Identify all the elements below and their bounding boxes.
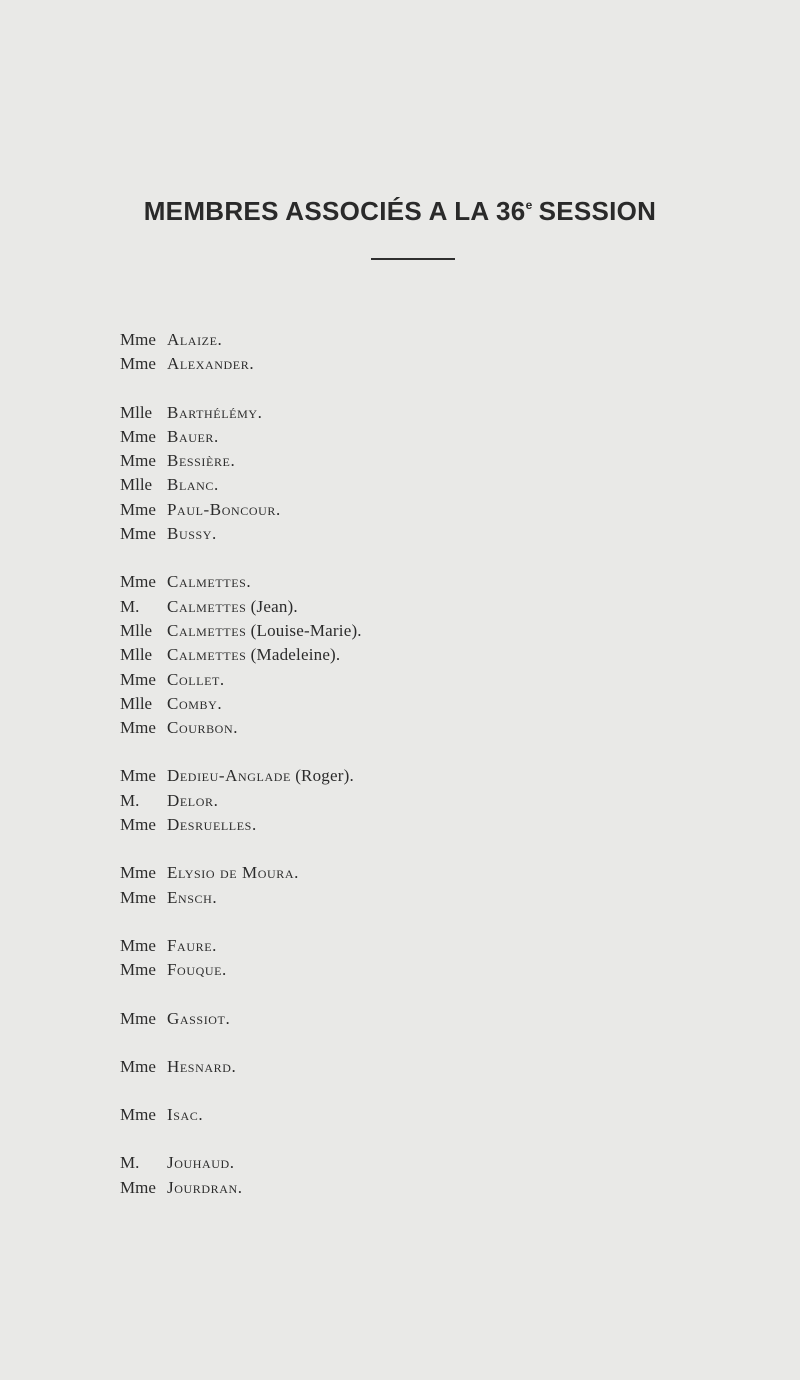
member-name: Hesnard. — [167, 1056, 237, 1076]
member-name: Alaize. — [167, 330, 223, 349]
member-entry — [120, 861, 760, 885]
member-entry — [120, 352, 760, 376]
member-name: Isac. — [167, 1105, 204, 1125]
member-honorific: Mme — [120, 451, 156, 471]
member-honorific: Mme — [120, 887, 156, 907]
member-name: Gassiot. — [167, 1008, 231, 1028]
member-list — [120, 328, 760, 1224]
member-name: Calmettes — [167, 596, 247, 616]
member-honorific: Mme — [120, 426, 156, 446]
member-honorific: Mme — [120, 766, 156, 786]
member-given-name: (Madeleine). — [250, 645, 341, 665]
member-honorific: Mme — [120, 499, 156, 519]
member-entry — [120, 934, 760, 958]
member-name: Desruelles. — [167, 815, 257, 835]
member-entry — [120, 886, 760, 910]
member-honorific: Mme — [120, 330, 156, 349]
member-entry — [120, 958, 760, 982]
member-honorific: Mme — [120, 935, 156, 955]
member-name: Calmettes. — [167, 572, 252, 592]
member-honorific: Mlle — [120, 402, 153, 422]
title-tail: SESSION — [538, 196, 657, 226]
member-entry — [120, 643, 760, 667]
member-entry — [120, 449, 760, 473]
member-name: Ensch. — [167, 887, 218, 907]
member-name: Bessière. — [167, 451, 236, 471]
member-name: Alexander. — [167, 354, 255, 374]
title-rule — [371, 258, 455, 260]
member-honorific: Mme — [120, 960, 156, 980]
member-group — [120, 1151, 760, 1200]
member-honorific: Mme — [120, 1177, 156, 1197]
member-name: Paul-Boncour. — [167, 499, 281, 519]
member-entry — [120, 789, 760, 813]
member-honorific: Mme — [120, 1105, 156, 1125]
member-name: Blanc. — [167, 475, 219, 495]
member-name: Fouque. — [167, 960, 227, 980]
member-entry — [120, 1176, 760, 1200]
member-entry — [120, 328, 760, 352]
member-name: Faure. — [167, 935, 217, 955]
member-honorific: Mme — [120, 572, 156, 592]
member-group — [120, 1007, 760, 1031]
member-name: Collet. — [167, 669, 225, 689]
member-name: Calmettes — [167, 645, 247, 665]
member-entry — [120, 716, 760, 740]
member-name: Jouhaud. — [167, 1153, 235, 1173]
member-honorific: M. — [120, 1153, 140, 1173]
member-honorific: Mme — [120, 1056, 156, 1076]
title-main: MEMBRES ASSOCIÉS A LA 36 — [143, 196, 526, 226]
member-name: Jourdran. — [167, 1177, 243, 1197]
member-given-name: (Louise-Marie). — [250, 620, 362, 640]
member-honorific: Mlle — [120, 620, 153, 640]
member-entry — [120, 595, 760, 619]
member-name: Bussy. — [167, 524, 217, 544]
member-honorific: Mme — [120, 718, 156, 738]
member-given-name: (Jean). — [250, 596, 298, 616]
member-entry — [120, 1007, 760, 1031]
member-honorific: Mme — [120, 354, 156, 374]
member-honorific: Mme — [120, 524, 156, 544]
member-honorific: Mme — [120, 1008, 156, 1028]
member-entry — [120, 522, 760, 546]
member-name: Delor. — [167, 790, 219, 810]
member-honorific: Mlle — [120, 645, 153, 665]
member-honorific: Mlle — [120, 475, 153, 495]
member-name: Bauer. — [167, 426, 219, 446]
member-entry — [120, 1151, 760, 1175]
member-entry — [120, 764, 760, 788]
member-entry — [120, 1103, 760, 1127]
member-name: Barthélémy. — [167, 402, 263, 422]
member-entry — [120, 692, 760, 716]
member-entry — [120, 473, 760, 497]
title-superscript: e — [525, 198, 533, 212]
member-group — [120, 401, 760, 547]
page-title — [0, 196, 800, 227]
member-entry — [120, 401, 760, 425]
member-entry — [120, 570, 760, 594]
member-group — [120, 1055, 760, 1079]
member-entry — [120, 498, 760, 522]
member-honorific: M. — [120, 596, 140, 616]
member-honorific: Mme — [120, 669, 156, 689]
member-group — [120, 861, 760, 910]
member-honorific: Mme — [120, 863, 156, 883]
member-name: Courbon. — [167, 718, 239, 738]
member-name: Calmettes — [167, 620, 247, 640]
member-group — [120, 1103, 760, 1127]
member-name: Dedieu-Anglade — [167, 766, 291, 786]
member-name: Elysio de Moura. — [167, 863, 299, 883]
member-entry — [120, 668, 760, 692]
member-given-name: (Roger). — [295, 766, 354, 786]
member-honorific: Mme — [120, 815, 156, 835]
member-honorific: M. — [120, 790, 140, 810]
member-group — [120, 570, 760, 740]
member-group — [120, 328, 760, 377]
member-entry — [120, 1055, 760, 1079]
member-honorific: Mlle — [120, 693, 153, 713]
member-name: Comby. — [167, 693, 223, 713]
member-group — [120, 934, 760, 983]
member-entry — [120, 813, 760, 837]
member-entry — [120, 619, 760, 643]
member-group — [120, 764, 760, 837]
member-entry — [120, 425, 760, 449]
